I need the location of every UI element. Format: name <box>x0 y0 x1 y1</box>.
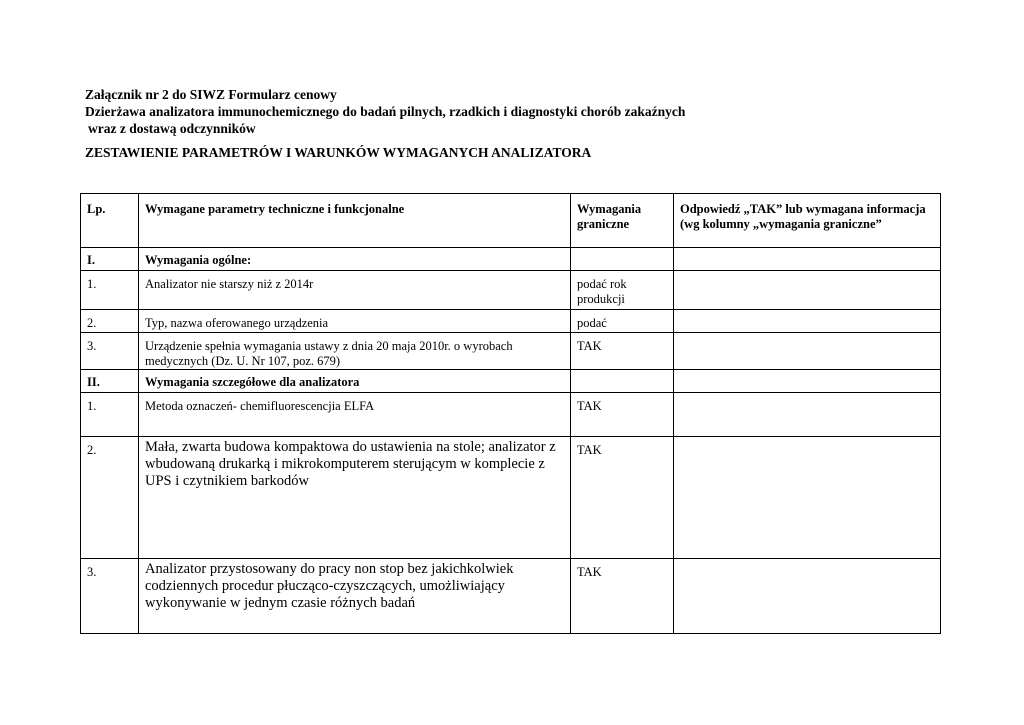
row-parameter: Mała, zwarta budowa kompaktowa do ustawienia na stole; analizator z wbudowaną drukarką i mikrokomputerem sterującym w komplecie z UPS i czytnikiem barkodów <box>139 437 571 559</box>
table-cell <box>674 370 941 393</box>
table-cell <box>674 248 941 271</box>
row-requirement: TAK <box>571 393 674 437</box>
row-requirement: TAK <box>571 333 674 370</box>
table-row <box>81 310 941 333</box>
table-cell <box>571 370 674 393</box>
row-number: 1. <box>81 271 139 310</box>
row-number: 2. <box>81 310 139 333</box>
col-header-params: Wymagane parametry techniczne i funkcjonalne <box>139 194 571 248</box>
section-row-detailed <box>81 370 941 393</box>
row-number: 1. <box>81 393 139 437</box>
subject-line: Dzierżawa analizatora immunochemicznego do badań pilnych, rzadkich i diagnostyki chorób zakaźnych <box>85 104 686 119</box>
row-requirement: podać <box>571 310 674 333</box>
section-title: Wymagania szczegółowe dla analizatora <box>139 370 571 393</box>
row-requirement: podać rok produkcji <box>571 271 674 310</box>
col-header-requirements: Wymagania graniczne <box>571 194 674 248</box>
section-number: II. <box>81 370 139 393</box>
attachment-title: Załącznik nr 2 do SIWZ Formularz cenowy <box>85 87 337 102</box>
table-row <box>81 559 941 634</box>
row-number: 2. <box>81 437 139 559</box>
col-header-answer: Odpowiedź „TAK” lub wymagana informacja (wg kolumny „wymagania graniczne” <box>674 194 941 248</box>
row-answer <box>674 310 941 333</box>
table-row <box>81 271 941 310</box>
row-answer <box>674 393 941 437</box>
row-parameter: Metoda oznaczeń- chemifluorescencjia ELFA <box>139 393 571 437</box>
table-row <box>81 333 941 370</box>
parameters-table <box>80 193 941 634</box>
table-row <box>81 393 941 437</box>
row-answer <box>674 559 941 634</box>
row-answer <box>674 271 941 310</box>
table-header-row <box>81 194 941 248</box>
row-number: 3. <box>81 333 139 370</box>
subject-line-continuation: wraz z dostawą odczynników <box>88 121 256 136</box>
row-requirement: TAK <box>571 559 674 634</box>
row-number: 3. <box>81 559 139 634</box>
row-parameter: Urządzenie spełnia wymagania ustawy z dnia 20 maja 2010r. o wyrobach medycznych (Dz. U. Nr 107, poz. 679) <box>139 333 571 370</box>
row-answer <box>674 333 941 370</box>
section-row-general <box>81 248 941 271</box>
row-requirement: TAK <box>571 437 674 559</box>
section-title: Wymagania ogólne: <box>139 248 571 271</box>
row-parameter: Analizator nie starszy niż z 2014r <box>139 271 571 310</box>
document-heading: ZESTAWIENIE PARAMETRÓW I WARUNKÓW WYMAGANYCH ANALIZATORA <box>85 145 592 160</box>
table-row <box>81 437 941 559</box>
row-parameter: Analizator przystosowany do pracy non stop bez jakichkolwiek codziennych procedur płucząco-czyszczących, umożliwiający wykonywanie w jednym czasie różnych badań <box>139 559 571 634</box>
section-number: I. <box>81 248 139 271</box>
table-cell <box>571 248 674 271</box>
row-answer <box>674 437 941 559</box>
col-header-lp: Lp. <box>81 194 139 248</box>
row-parameter: Typ, nazwa oferowanego urządzenia <box>139 310 571 333</box>
